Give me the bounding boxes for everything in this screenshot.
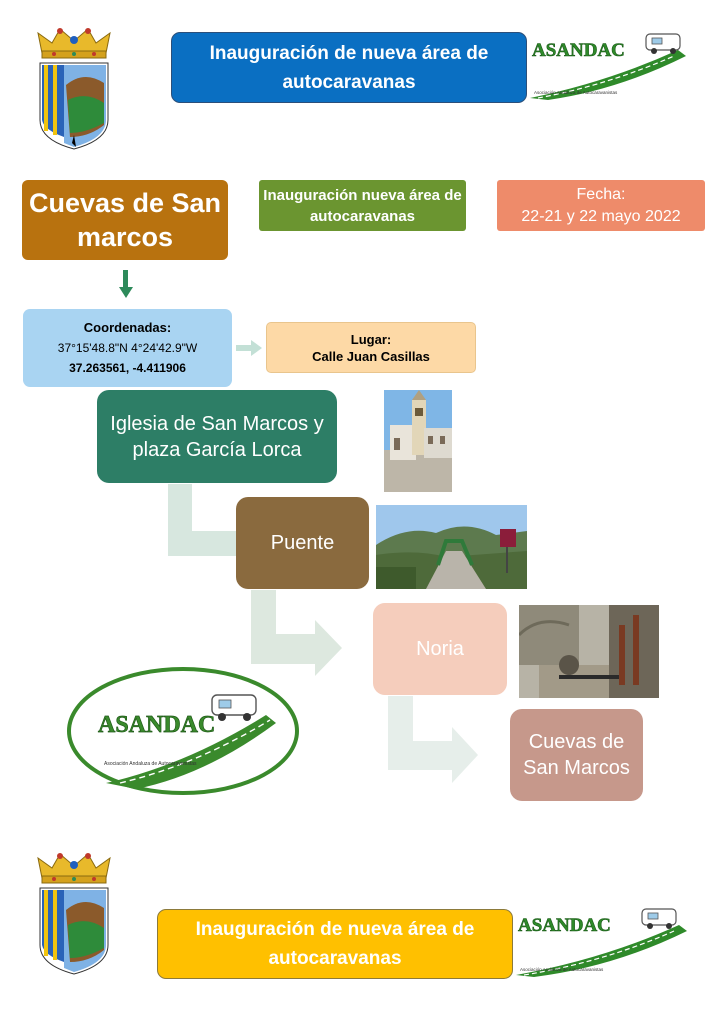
place-label: Lugar: — [350, 331, 392, 347]
date-value: 22-21 y 22 mayo 2022 — [521, 207, 681, 225]
coordinates-dms: 37°15'48.8"N 4°24'42.9"W — [57, 341, 198, 355]
coordinates-label: Coordenadas: — [83, 320, 172, 335]
header-banner-text: Inauguración de nueva área de autocaravanas — [209, 42, 489, 93]
route-step-bridge — [236, 497, 369, 589]
route-step-label: Iglesia de San Marcos y plaza García Lorca — [110, 412, 324, 461]
logo-subtext: Asociación Andaluza de Autocaravanistas — [520, 967, 604, 972]
route-step-caves — [510, 709, 643, 801]
coat-of-arms-icon — [34, 850, 114, 975]
waterwheel-photo — [519, 605, 659, 698]
logo-text: ASANDAC — [518, 915, 611, 936]
camper-van-icon — [642, 909, 676, 929]
date-label: Fecha: — [576, 185, 626, 203]
town-title-text: Cuevas de San marcos — [28, 188, 222, 252]
logo-text: ASANDAC — [98, 712, 216, 738]
bent-arrow-icon — [388, 696, 478, 783]
asandac-logo-bottom — [514, 907, 664, 977]
bridge-photo — [376, 505, 527, 589]
logo-subtext: Asociación Andaluza de Autocaravanistas — [104, 761, 197, 767]
route-step-waterwheel — [373, 603, 507, 695]
coordinates-decimal: 37.263561, -4.411906 — [69, 361, 186, 375]
route-step-label: Puente — [270, 532, 335, 554]
place-value: Calle Juan Casillas — [312, 348, 430, 364]
route-step-label: Noria — [416, 638, 464, 660]
logo-text: ASANDAC — [532, 40, 625, 61]
footer-banner — [157, 909, 513, 979]
church-photo — [384, 390, 452, 492]
event-text: Inauguración nueva área de autocaravanas — [263, 186, 462, 225]
route-step-church — [97, 390, 337, 483]
asandac-logo-large — [66, 665, 300, 797]
footer-banner-text: Inauguración de nueva área de autocaravanas — [195, 919, 475, 969]
logo-subtext: Asociación Andaluza de Autocaravanistas — [534, 90, 618, 95]
route-step-label: Cuevas de San Marcos — [523, 731, 630, 779]
bent-arrow-icon — [251, 590, 342, 676]
